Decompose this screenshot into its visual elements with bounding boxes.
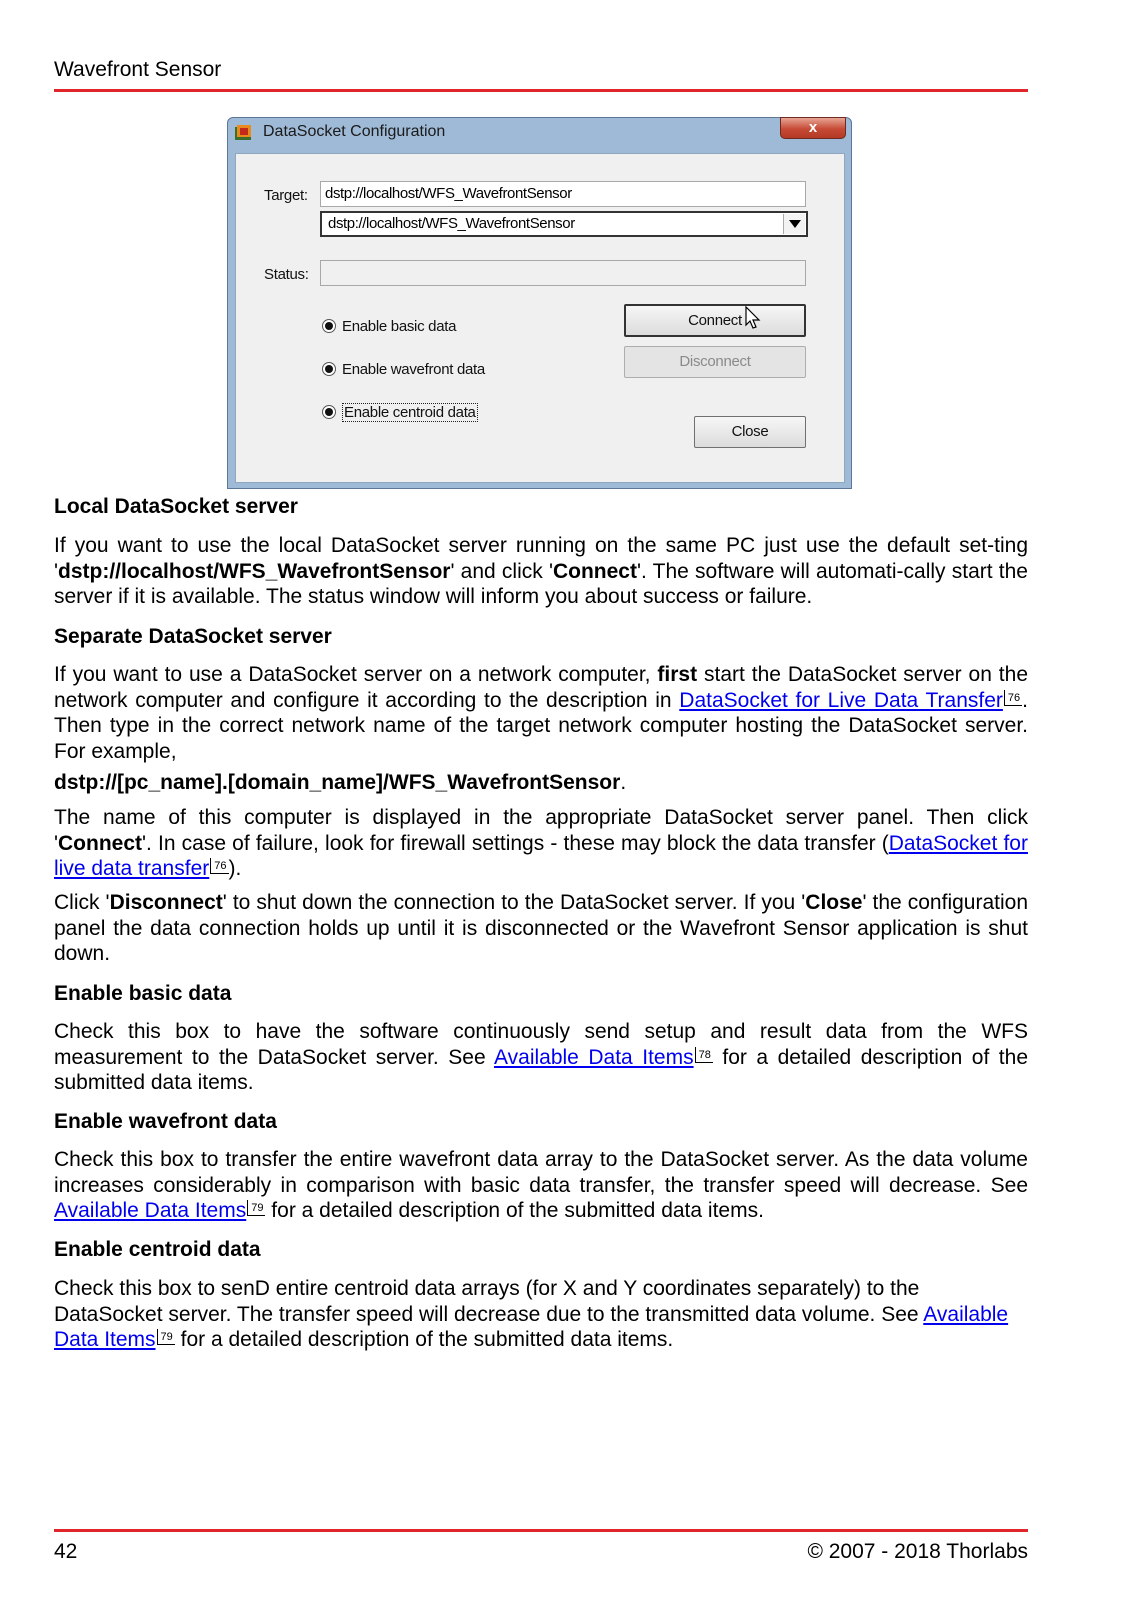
header-rule <box>54 89 1028 92</box>
status-field <box>320 260 806 286</box>
link-datasocket-live-transfer[interactable]: DataSocket for live data transfer <box>54 831 1028 880</box>
checked-icon <box>322 362 336 376</box>
footer-rule <box>54 1529 1028 1532</box>
copyright: © 2007 - 2018 Thorlabs <box>807 1540 1028 1563</box>
enable-wavefront-data-checkbox[interactable] <box>322 361 485 378</box>
enable-centroid-data-checkbox[interactable] <box>322 404 478 421</box>
app-icon <box>234 124 254 142</box>
enable-centroid-data-label: Enable centroid data <box>344 404 476 421</box>
enable-basic-data-checkbox[interactable] <box>322 318 456 335</box>
checked-icon <box>322 319 336 333</box>
heading-local-server: Local DataSocket server <box>54 495 298 518</box>
link-available-data-items[interactable]: Available Data Items <box>54 1199 247 1222</box>
close-button[interactable]: Close <box>694 416 806 448</box>
heading-enable-centroid: Enable centroid data <box>54 1238 261 1261</box>
page-ref[interactable]: 76 <box>210 858 228 874</box>
paragraph-enable-basic: Check this box to have the software continuously send setup and result data from the WFS measurement to the DataSocket server. See Available Data Items 78 for a detailed description of the submitted data items. <box>54 1020 1028 1094</box>
paragraph-separate-server: If you want to use a DataSocket server on a network computer, first start the DataSocket server on the network computer and configure it according to the description in DataSocket for Live Data Transfer 76. Then type in the correct network name of the target network computer hosting the DataSocket server. For example, <box>54 663 1028 763</box>
page-ref[interactable]: 79 <box>247 1200 265 1216</box>
page-ref[interactable]: 79 <box>157 1329 175 1345</box>
page-number: 42 <box>54 1540 78 1563</box>
heading-separate-server: Separate DataSocket server <box>54 625 332 648</box>
dialog-titlebar <box>228 118 851 148</box>
running-header: Wavefront Sensor <box>54 58 222 81</box>
enable-basic-data-label: Enable basic data <box>342 318 457 335</box>
disconnect-button[interactable]: Disconnect <box>624 346 806 378</box>
link-available-data-items[interactable]: Available Data Items <box>494 1045 694 1069</box>
datasocket-config-dialog <box>227 117 852 489</box>
link-datasocket-live-transfer[interactable]: DataSocket for Live Data Transfer <box>679 688 1003 712</box>
target-combo[interactable] <box>320 211 808 237</box>
enable-wavefront-data-label: Enable wavefront data <box>342 361 485 378</box>
status-label: Status: <box>264 266 309 283</box>
heading-enable-basic: Enable basic data <box>54 982 232 1005</box>
connect-button[interactable]: Connect <box>624 304 806 337</box>
paragraph-disconnect: Click 'Disconnect' to shut down the connection to the DataSocket server. If you 'Close' the configuration panel the data connection holds up until it is disconnected or the Wavefront Sensor application is shut down. <box>54 891 1029 965</box>
paragraph-computer-name: The name of this computer is displayed in the appropriate DataSocket server panel. Then click 'Connect'. In case of failure, look for firewall settings - these may block the data transfer (DataSocket for live data transfer 76). <box>54 806 1028 880</box>
paragraph-enable-wavefront: Check this box to transfer the entire wavefront data array to the DataSocket server. As the data volume increases considerably in comparison with basic data transfer, the transfer speed will decrease. See Available Data Items 79 for a detailed description of the submitted data items. <box>54 1148 1028 1222</box>
target-label: Target: <box>264 187 308 204</box>
page-ref[interactable]: 76 <box>1004 690 1022 706</box>
heading-enable-wavefront: Enable wavefront data <box>54 1110 277 1133</box>
close-window-icon[interactable]: x <box>780 117 846 139</box>
paragraph-local-server: If you want to use the local DataSocket server running on the same PC just use the default set-ting 'dstp://localhost/WFS_WavefrontSensor' and click 'Connect'. The software will automati-cally start the server if it is available. The status window will inform you about success or failure. <box>54 534 1028 608</box>
link-available-data-items[interactable]: Available Data Items <box>54 1302 1009 1351</box>
target-input[interactable]: dstp://localhost/WFS_WavefrontSensor <box>320 181 806 207</box>
checked-icon <box>322 405 336 419</box>
dialog-title: DataSocket Configuration <box>263 123 446 140</box>
example-address: dstp://[pc_name].[domain_name]/WFS_WavefrontSensor. <box>54 771 627 794</box>
mouse-pointer-icon <box>745 306 763 330</box>
paragraph-enable-centroid: Check this box to senD entire centroid data arrays (for X and Y coordinates separately) to the DataSocket server. The transfer speed will decrease due to the transmitted data volume. See Available Data Items 79 for a detailed description of the submitted data items. <box>54 1277 1009 1351</box>
target-combo-value: dstp://localhost/WFS_WavefrontSensor <box>328 215 575 232</box>
page-ref[interactable]: 78 <box>695 1047 713 1063</box>
chevron-down-icon[interactable] <box>783 214 805 234</box>
